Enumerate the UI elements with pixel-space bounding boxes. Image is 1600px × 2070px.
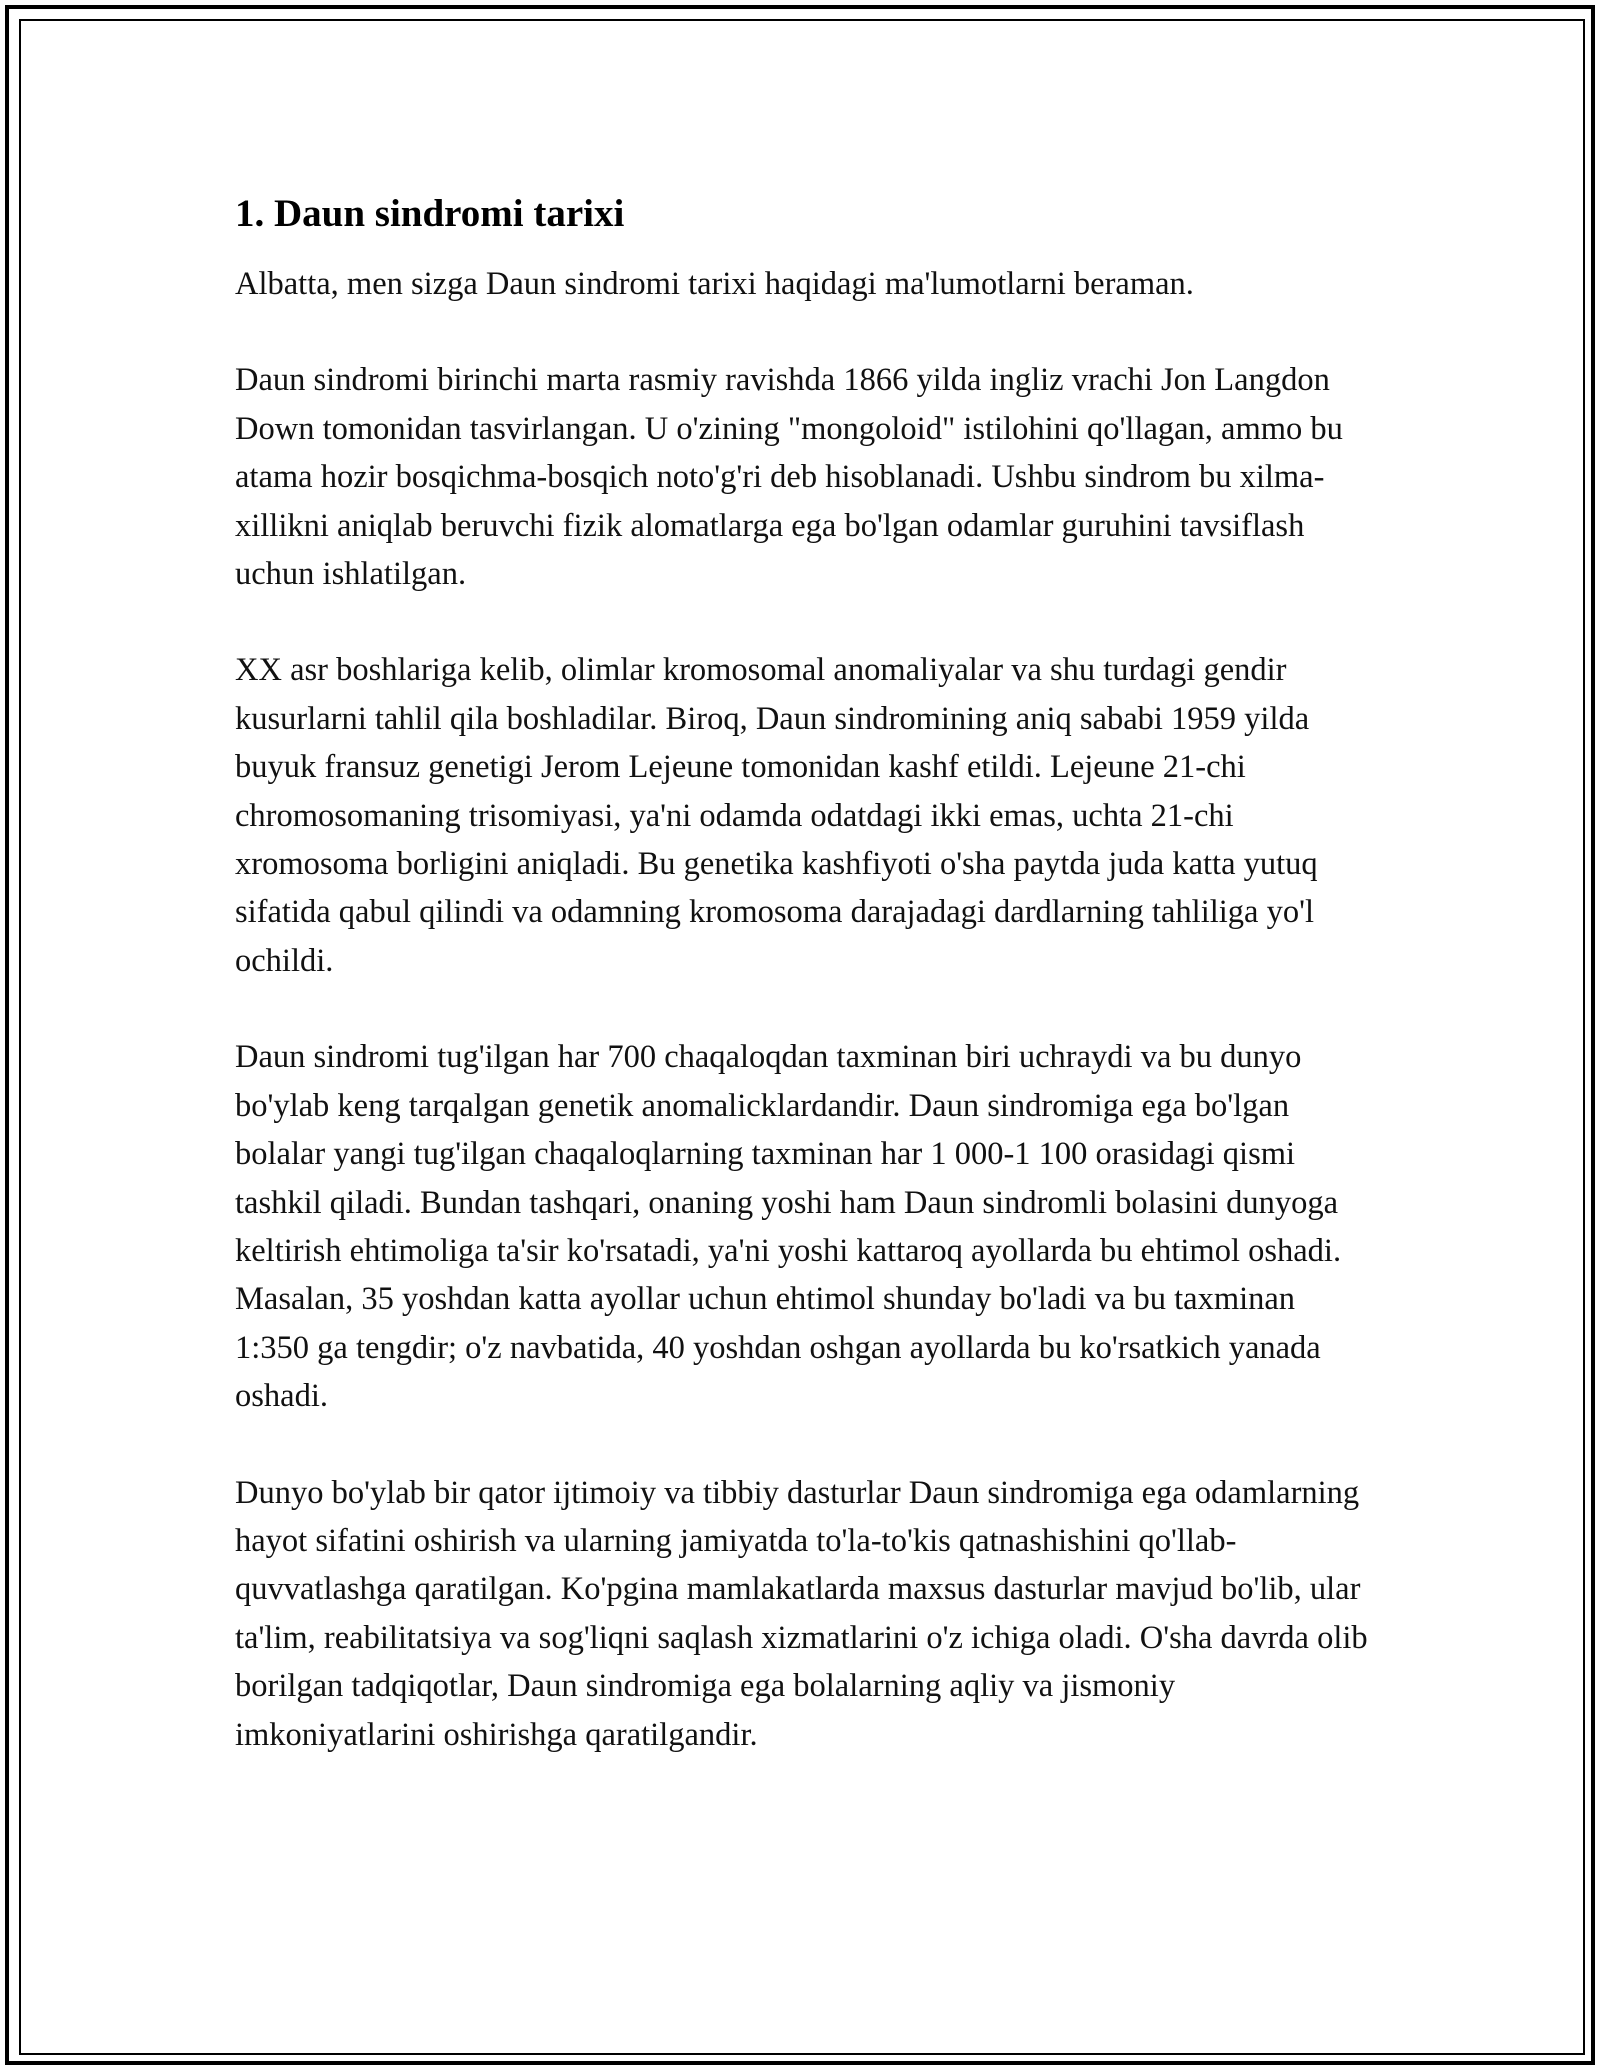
paragraph-programs: Dunyo bo'ylab bir qator ijtimoiy va tibbiy dasturlar Daun sindromiga ega odamlarning hayot sifatini oshirish va ularning jamiyatda to'la-to'kis qatnashishini qo'llab-quvvatlashga qaratilgan. Ko'pgina mamlakatlarda maxsus dasturlar mavjud bo'lib, ular ta'lim, reabilitatsiya va sog'liqni saqlash xizmatlarini o'z ichiga oladi. O'sha davrda olib borilgan tadqiqotlar, Daun sindromiga ega bolalarning aqliy va jismoniy imkoniyatlarini oshirishga qaratilgandir. <box>235 1474 1368 1753</box>
paragraph-cause-discovery: XX asr boshlariga kelib, olimlar kromosomal anomaliyalar va shu turdagi gendir kusurlarni tahlil qila boshladilar. Biroq, Daun sindromining aniq sababi 1959 yilda buyuk fransuz genetigi Jerom Lejeune tomonidan kashf etildi. Lejeune 21-chi chromosomaning trisomiyasi, ya'ni odamda odatdagi ikki emas, uchta 21-chi xromosoma borligini aniqladi. Bu genetika kashfiyoti o'sha paytda juda katta yutuq sifatida qabul qilindi va odamning kromosoma darajadagi dardlarning tahliliga yo'l ochildi. <box>235 652 1318 979</box>
section-heading: 1. Daun sindromi tarixi <box>235 192 625 235</box>
document-body <box>235 188 1370 1807</box>
paragraph-intro: Albatta, men sizga Daun sindromi tarixi haqidagi ma'lumotlarni beraman. <box>235 266 1194 302</box>
paragraph-first-description: Daun sindromi birinchi marta rasmiy ravishda 1866 yilda ingliz vrachi Jon Langdon Down tomonidan tasvirlangan. U o'zining "mongoloid" istilohini qo'llagan, ammo bu atama hozir bosqichma-bosqich noto'g'ri deb hisoblanadi. Ushbu sindrom bu xilma-xillikni aniqlab beruvchi fizik alomatlarga ega bo'lgan odamlar guruhini tavsiflash uchun ishlatilgan. <box>235 362 1343 593</box>
paragraph-prevalence: Daun sindromi tug'ilgan har 700 chaqaloqdan taxminan biri uchraydi va bu dunyo bo'ylab keng tarqalgan genetik anomalicklardandir. Daun sindromiga ega bo'lgan bolalar yangi tug'ilgan chaqaloqlarning taxminan har 1 000-1 100 orasidagi qismi tashkil qiladi. Bundan tashqari, onaning yoshi ham Daun sindromli bolasini dunyoga keltirish ehtimoliga ta'sir ko'rsatadi, ya'ni yoshi kattaroq ayollarda bu ehtimol oshadi. Masalan, 35 yoshdan katta ayollar uchun ehtimol shunday bo'ladi va bu taxminan 1:350 ga tengdir; o'z navbatida, 40 yoshdan oshgan ayollarda bu ko'rsatkich yanada oshadi. <box>235 1039 1342 1415</box>
